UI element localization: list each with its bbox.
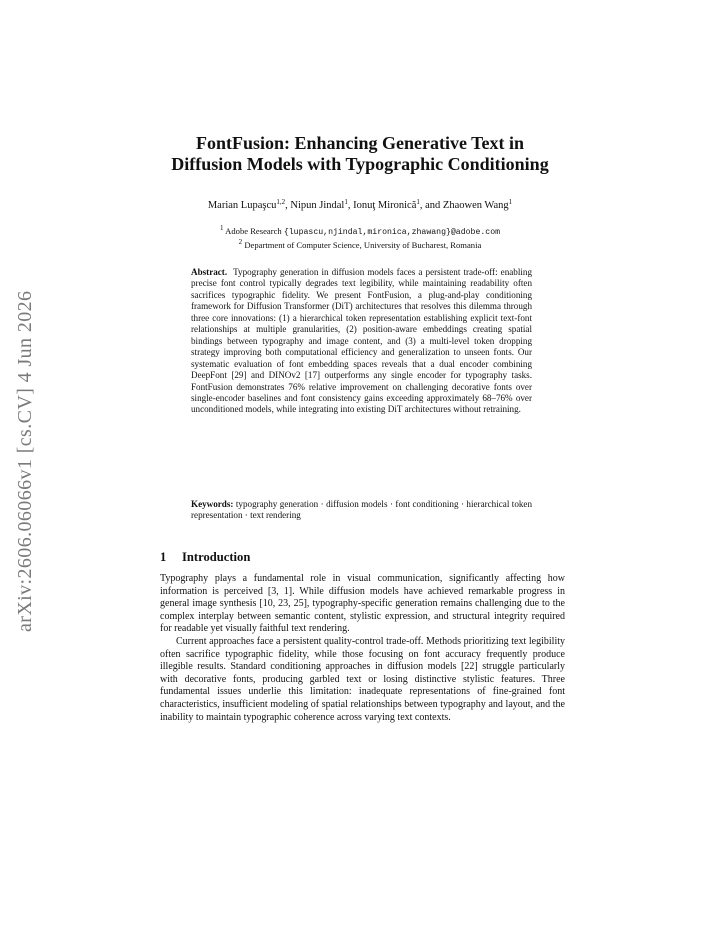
section-title: Introduction: [182, 550, 251, 564]
abstract-label: Abstract.: [191, 267, 228, 277]
affiliation-number: 2: [238, 238, 243, 246]
author: [353, 200, 420, 211]
author-separator: , and: [419, 200, 443, 211]
affiliation-number: 1: [219, 224, 224, 232]
author-affiliation-mark: 1: [344, 198, 348, 206]
arxiv-identifier: arXiv:2606.06066v1 [cs.CV] 4 Jun 2026: [14, 290, 36, 632]
author-name: Nipun Jindal: [290, 200, 345, 211]
paragraph: Typography plays a fundamental role in visual communication, significantly affecting how information is perceived [3, 1]. While diffusion models have achieved remarkable progress in general image synthesis [10, 23, 25], typography-specific generation remains challenging due to the complex interplay between semantic content, stylistic expression, and structural integrity required for readable yet visually faithful text rendering.: [160, 573, 565, 635]
author: [290, 200, 347, 211]
abstract-text: Typography generation in diffusion models faces a persistent trade-off: enabling precise font control typically degrades text legibility, while maintaining readability often sacrifices typographic fidelity. We present FontFusion, a plug-and-play conditioning framework for Diffusion Transformer (DiT) architectures that resolves this dilemma through three core innovations: (1) a hierarchical token representation establishing explicit text-font relationships at multiple granularities, (2) position-aware embeddings creating spatial bindings between typography and image content, and (3) a multi-level token dropping strategy improving both computational efficiency and generalization to unseen fonts. Our systematic evaluation of font embedding spaces reveals that a dual encoder combining DeepFont [29] and DINOv2 [17] outperforms any single encoder for typography tasks. FontFusion demonstrates 76% relative improvement on challenging decorative fonts over single-encoder baselines and font consistency gains exceeding approximately 68–76% over unconditioned models, while integrating into existing DiT architectures without retraining.: [191, 267, 532, 415]
keywords: [191, 499, 532, 522]
affiliation-name: Department of Computer Science, University of Bucharest, Romania: [244, 240, 482, 250]
paragraph: Current approaches face a persistent quality-control trade-off. Methods prioritizing text legibility often sacrifice typographic fidelity, while those focusing on font accuracy frequently produce illegible results. Standard conditioning approaches in diffusion models [22] struggle particularly with decorative fonts, producing garbled text or losing distinctive stylistic features. Three fundamental issues underlie this limitation: inadequate representations of fine-grained font characteristics, insufficient modeling of spatial relationships between typography and layout, and the inability to maintain typographic coherence across varying text contexts.: [160, 635, 565, 723]
author-separator: ,: [285, 200, 291, 211]
section-heading: [160, 550, 250, 565]
body-text: [160, 573, 565, 724]
author-separator: ,: [347, 200, 354, 211]
title-line-2: Diffusion Models with Typographic Conditioning: [171, 154, 549, 174]
author: [208, 200, 285, 211]
keywords-label: Keywords:: [191, 499, 234, 509]
author-name: Zhaowen Wang: [442, 200, 509, 211]
affiliation-2: [150, 239, 570, 251]
author-name: Marian Lupaşcu: [207, 200, 277, 211]
affiliation-email: {lupascu,njindal,mironica,zhawang}@adobe.com: [283, 228, 501, 237]
affiliations: [150, 225, 570, 251]
title-line-1: FontFusion: Enhancing Generative Text in: [195, 133, 525, 153]
section-number: 1: [160, 550, 167, 564]
paper-title: [150, 133, 570, 175]
author-affiliation-mark: 1: [508, 198, 513, 206]
author-list: [150, 200, 570, 211]
affiliation-1: [150, 225, 570, 239]
author-affiliation-mark: 1: [416, 198, 420, 206]
abstract: [191, 267, 532, 416]
author-name: Ionuţ Mironică: [353, 200, 417, 211]
author: [443, 200, 512, 211]
keywords-text: typography generation · diffusion models · font conditioning · hierarchical token representation · text rendering: [191, 499, 533, 521]
affiliation-name: Adobe Research: [225, 226, 284, 236]
author-affiliation-mark: 1,2: [276, 198, 286, 206]
